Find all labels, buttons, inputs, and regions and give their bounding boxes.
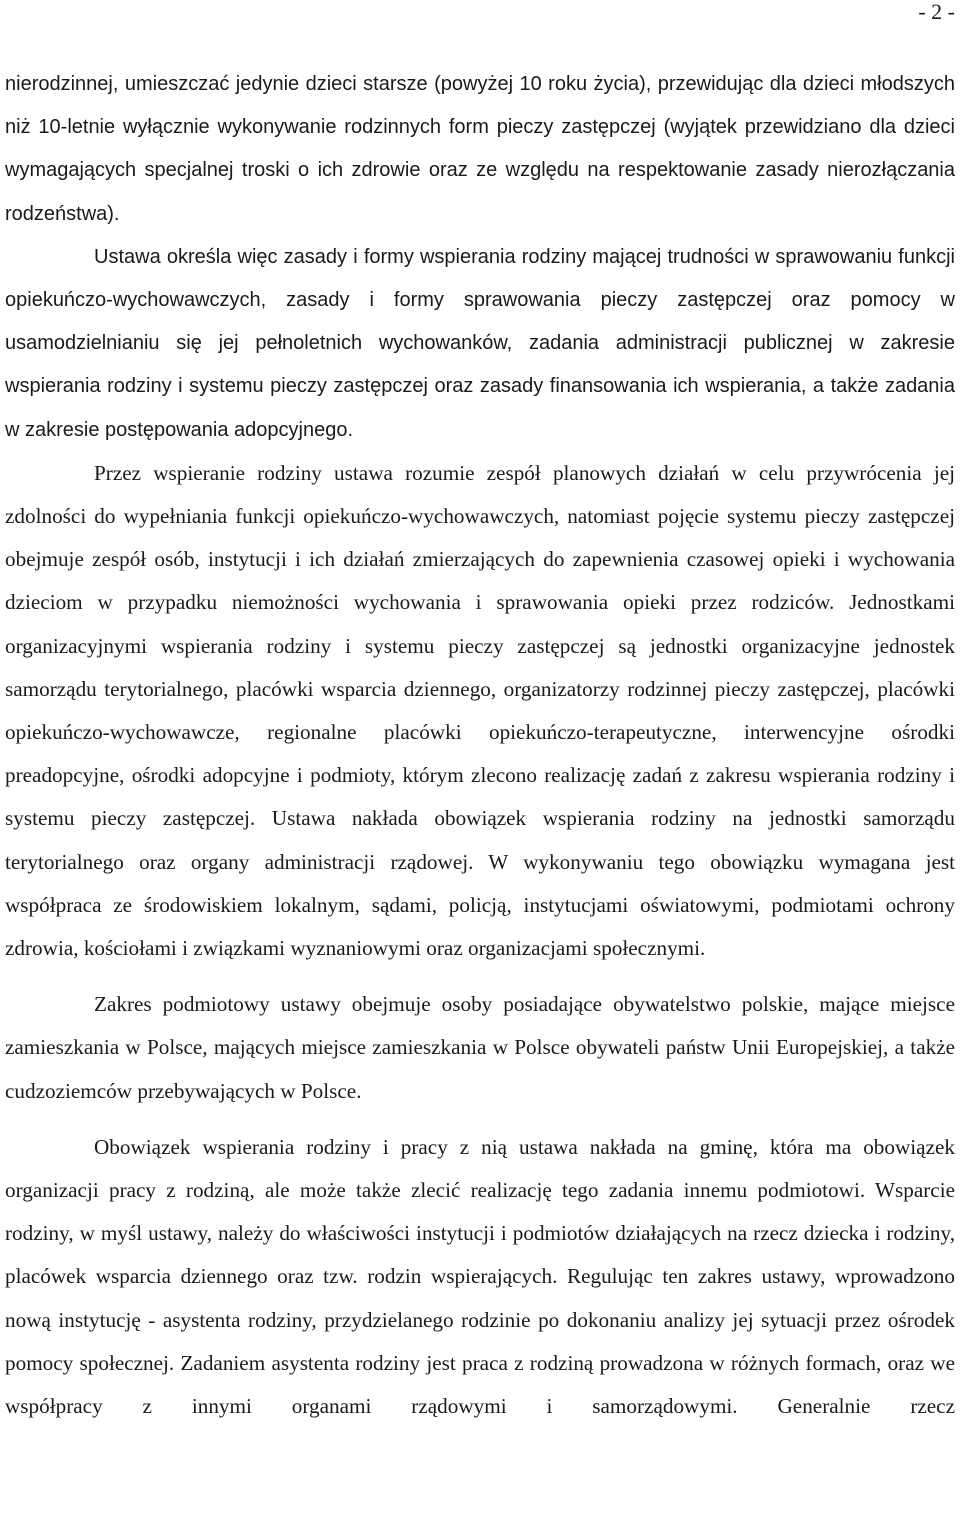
paragraph-2: Ustawa określa więc zasady i formy wspierania rodziny mającej trudności w sprawowaniu funkcji opiekuńczo-wychowawczych, zasady i formy sprawowania pieczy zastępczej oraz pomocy w usamodzielnianiu się jej pełnoletnich wychowanków, zadania administracji publicznej w zakresie wspierania rodziny i systemu pieczy zastępczej oraz zasady finansowania ich wspierania, a także zadania w zakresie postępowania adopcyjnego. bbox=[5, 245, 955, 441]
paragraph-1: nierodzinnej, umieszczać jedynie dzieci starsze (powyżej 10 roku życia), przewidując dla dzieci młodszych niż 10-letnie wyłącznie wykonywanie rodzinnych form pieczy zastępczej (wyjątek przewidziano dla dzieci wymagających specjalnej troski o ich zdrowie oraz ze względu na respektowanie zasady nierozłączania rodzeństwa). bbox=[5, 73, 955, 225]
document-body bbox=[5, 63, 955, 1428]
paragraph-3: Przez wspieranie rodziny ustawa rozumie zespół planowych działań w celu przywrócenia jej zdolności do wypełniania funkcji opiekuńczo-wychowawczych, natomiast pojęcie systemu pieczy zastępczej obejmuje zespół osób, instytucji i ich działań zmierzających do zapewnienia czasowej opieki i wychowania dzieciom w przypadku niemożności wychowania i sprawowania opieki przez rodziców. Jednostkami organizacyjnymi wspierania rodziny i systemu pieczy zastępczej są jednostki organizacyjne jednostek samorządu terytorialnego, placówki wsparcia dziennego, organizatorzy rodzinnej pieczy zastępczej, placówki opiekuńczo-wychowawcze, regionalne placówki opiekuńczo-terapeutyczne, interwencyjne ośrodki preadopcyjne, ośrodki adopcyjne i podmioty, którym zlecono realizację zadań z zakresu wspierania rodziny i systemu pieczy zastępczej. Ustawa nakłada obowiązek wspierania rodziny na jednostki samorządu terytorialnego oraz organy administracji rządowej. W wykonywaniu tego obowiązku wymagana jest współpraca ze środowiskiem lokalnym, sądami, policją, instytucjami oświatowymi, podmiotami ochrony zdrowia, kościołami i związkami wyznaniowymi oraz organizacjami społecznymi. bbox=[5, 460, 955, 961]
page-number: - 2 - bbox=[918, 0, 955, 24]
paragraph-5: Obowiązek wspierania rodziny i pracy z nią ustawa nakłada na gminę, która ma obowiązek organizacji pracy z rodziną, ale może także zlecić realizację tego zadania innemu podmiotowi. Wsparcie rodziny, w myśl ustawy, należy do właściwości instytucji i podmiotów działających na rzecz dziecka i rodziny, placówek wsparcia dziennego oraz tzw. rodzin wspierających. Regulując ten zakres ustawy, wprowadzono nową instytucję - asystenta rodziny, przydzielanego rodzinie po dokonaniu analizy jej sytuacji przez ośrodek pomocy społecznej. Zadaniem asystenta rodziny jest praca z rodziną prowadzona w różnych formach, oraz we współpracy z innymi organami rządowymi i samorządowymi. Generalnie rzecz bbox=[5, 1134, 955, 1419]
paragraph-4: Zakres podmiotowy ustawy obejmuje osoby posiadające obywatelstwo polskie, mające miejsce zamieszkania w Polsce, mających miejsce zamieszkania w Polsce obywateli państw Unii Europejskiej, a także cudzoziemców przebywających w Polsce. bbox=[5, 992, 955, 1103]
